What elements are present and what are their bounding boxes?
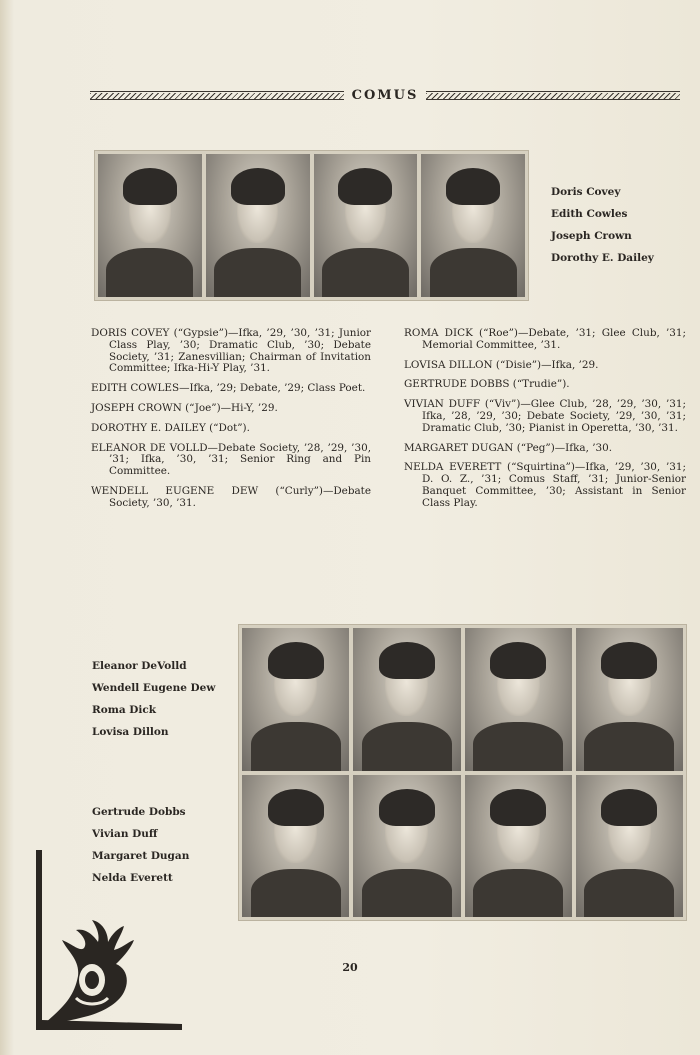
- bottom-photo-grid: [238, 624, 687, 921]
- portrait-photo: [98, 154, 202, 297]
- name-label: Margaret Dugan: [92, 850, 190, 862]
- portrait-photo: [242, 775, 349, 918]
- name-label: Nelda Everett: [92, 872, 173, 884]
- portrait-photo: [206, 154, 310, 297]
- name-label: Gertrude Dobbs: [92, 806, 186, 818]
- portrait-photo: [353, 628, 460, 771]
- portrait-photo: [421, 154, 525, 297]
- name-label: Vivian Duff: [92, 828, 158, 840]
- bio-entry: WENDELL EUGENE DEW (“Curly”)—Debate Society, ’30, ’31.: [91, 484, 371, 509]
- header-rule-right: [426, 91, 680, 100]
- portrait-photo: [242, 628, 349, 771]
- bio-entry: DORIS COVEY (“Gypsie”)—Ifka, ’29, ’30, ’31; Junior Class Play, ’30; Dramatic Club, ’30; Debate Society, ’31; Zanesvillian; Chairman of Invitation Committee; Ifka-Hi-Y Play, ’31.: [91, 327, 371, 375]
- bio-entry: MARGARET DUGAN (“Peg”)—Ifka, ’30.: [404, 441, 613, 454]
- bio-entry: VIVIAN DUFF (“Viv”)—Glee Club, ’28, ’29, ’30, ’31; Ifka, ’28, ’29, ’30; Debate Society, ’29, ’30, ’31; Dramatic Club, ’30; Pianist in Operetta, ’30, ’31.: [404, 398, 686, 434]
- bio-column-right: [404, 328, 686, 518]
- bio-entry: DOROTHY E. DAILEY (“Dot”).: [91, 421, 250, 434]
- header-title: COMUS: [351, 87, 419, 103]
- name-label: Edith Cowles: [551, 208, 628, 220]
- portrait-photo: [576, 628, 683, 771]
- portrait-photo: [353, 775, 460, 918]
- header-rule-left: [90, 91, 344, 100]
- name-label: Dorothy E. Dailey: [551, 252, 654, 264]
- bio-entry: EDITH COWLES—Ifka, ’29; Debate, ’29; Class Poet.: [91, 382, 366, 395]
- portrait-photo: [314, 154, 418, 297]
- name-label: Wendell Eugene Dew: [92, 682, 216, 694]
- middle-name-list: [92, 655, 215, 743]
- portrait-photo: [576, 775, 683, 918]
- bio-column-left: [91, 328, 371, 518]
- bio-entry: GERTRUDE DOBBS (“Trudie”).: [404, 378, 570, 391]
- corner-ornament-icon: [32, 848, 187, 1033]
- bio-entry: NELDA EVERETT (“Squirtina”)—Ifka, ’29, ’30, ’31; D. O. Z., ’31; Comus Staff, ’31; Junior-Senior Banquet Committee, ’30; Assistant in Senior Class Play.: [404, 461, 686, 509]
- portrait-photo: [465, 628, 572, 771]
- bio-entry: ELEANOR DE VOLLD—Debate Society, ’28, ’29, ’30, ’31; Ifka, ’30, ’31; Senior Ring and Pin Committee.: [91, 441, 371, 478]
- name-label: Doris Covey: [551, 186, 621, 198]
- top-name-list: [551, 181, 654, 269]
- name-label: Lovisa Dillon: [92, 726, 169, 738]
- page-number: 20: [342, 961, 358, 974]
- top-photo-strip: [94, 150, 529, 301]
- name-label: Joseph Crown: [551, 230, 632, 242]
- name-label: Roma Dick: [92, 704, 157, 716]
- bio-entry: ROMA DICK (“Roe”)—Debate, ’31; Glee Club, ’31; Memorial Committee, ’31.: [404, 327, 686, 351]
- page-header: [90, 84, 680, 106]
- bio-entry: LOVISA DILLON (“Disie”)—Ifka, ’29.: [404, 358, 599, 371]
- name-label: Eleanor DeVolld: [92, 660, 187, 672]
- portrait-photo: [465, 775, 572, 918]
- bio-entry: JOSEPH CROWN (“Joe”)—Hi-Y, ’29.: [91, 401, 278, 414]
